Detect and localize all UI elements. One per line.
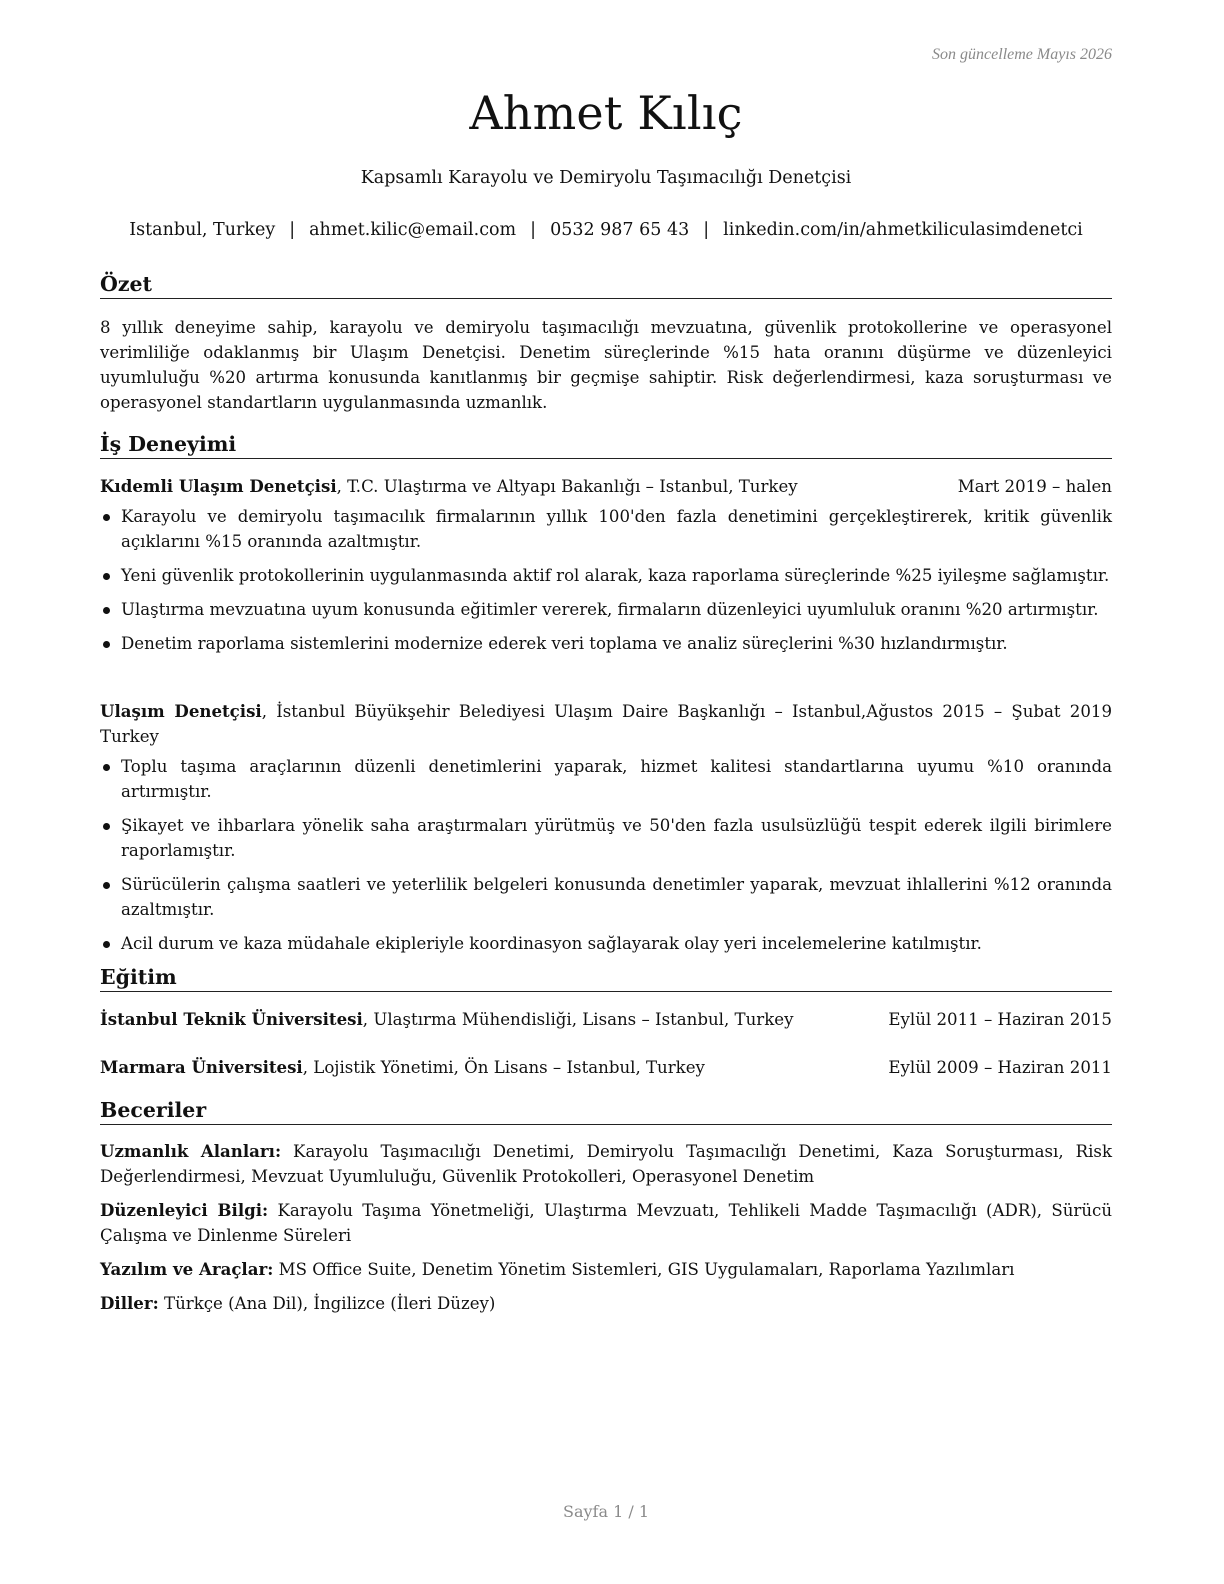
contact-separator: | [289,220,296,240]
education-item [100,1007,1112,1032]
education-detail: , Lojistik Yönetimi, Ön Lisans – Istanbul, Turkey [302,1058,705,1077]
education-detail: , Ulaştırma Mühendisliği, Lisans – Istanbul, Turkey [362,1010,794,1029]
job-role: Ulaşım Denetçisi [100,701,262,721]
job-header-continued: Turkey [100,727,159,746]
list-item: Sürücülerin çalışma saatleri ve yeterlilik belgeleri konusunda denetimler yaparak, mevzuat ihlallerini %12 oranında azaltmıştır. [100,872,1112,922]
summary-text: 8 yıllık deneyime sahip, karayolu ve demiryolu taşımacılığı mevzuatına, güvenlik protokollerine ve operasyonel verimliliğe odaklanmış bir Ulaşım Denetçisi. Denetim süreçlerinde %15 hata oranını düşürme ve düzenleyici uyumluluğu %20 artırma konusunda kanıtlanmış bir geçmişe sahiptir. Risk değerlendirmesi, kaza soruşturması ve operasyonel standartların uygulanmasında uzmanlık. [100,318,1112,412]
section-title-experience: İş Deneyimi [100,430,1112,459]
job-header [100,699,1112,724]
skill-value: MS Office Suite, Denetim Yönetim Sistemleri, GIS Uygulamaları, Raporlama Yazılımları [273,1260,1015,1279]
list-item: Ulaştırma mevzuatına uyum konusunda eğitimler vererek, firmaların düzenleyici uyumluluk oranını %20 artırmıştır. [100,597,1112,622]
resume-page [100,0,1112,1584]
tagline: Kapsamlı Karayolu ve Demiryolu Taşımacılığı Denetçisi [360,168,852,188]
contact-line [100,220,1112,240]
list-item: Denetim raporlama sistemlerini modernize ederek veri toplama ve analiz süreçlerini %30 hızlandırmıştır. [100,631,1112,656]
section-title-skills: Beceriler [100,1096,1112,1125]
person-name: Ahmet Kılıç [469,86,743,140]
job-header [100,474,1112,499]
contact-phone: 0532 987 65 43 [550,220,690,240]
section-title-education: Eğitim [100,963,1112,992]
list-item: Karayolu ve demiryolu taşımacılık firmalarının yıllık 100'den fazla denetimini gerçekleştirerek, kritik güvenlik açıklarını %15 oranında azaltmıştır. [100,504,1112,554]
job-organization: , İstanbul Büyükşehir Belediyesi Ulaşım Daire Başkanlığı – Istanbul, [261,702,867,721]
skill-label: Düzenleyici Bilgi: [100,1200,269,1220]
education-school: Marmara Üniversitesi [100,1057,303,1077]
skill-row [100,1139,1112,1189]
skill-row [100,1291,1112,1316]
education-date: Eylül 2009 – Haziran 2011 [888,1058,1112,1077]
page-number: Sayfa 1 / 1 [562,1502,649,1521]
job-bullets [100,754,1112,965]
skill-row [100,1198,1112,1248]
skill-value: Karayolu Taşıma Yönetmeliği, Ulaştırma Mevzuatı, Tehlikeli Madde Taşımacılığı (ADR), Sürücü Çalışma ve Dinlenme Süreleri [100,1201,1113,1245]
job-date: Ağustos 2015 – Şubat 2019 [866,702,1113,721]
skill-row [100,1257,1112,1282]
list-item: Şikayet ve ihbarlara yönelik saha araştırmaları yürütmüş ve 50'den fazla usulsüzlüğü tespit ederek ilgili birimlere raporlamıştır. [100,813,1112,863]
skill-label: Diller: [100,1293,159,1313]
skill-value: Karayolu Taşımacılığı Denetimi, Demiryolu Taşımacılığı Denetimi, Kaza Soruşturması, Risk Değerlendirmesi, Mevzuat Uyumluluğu, Güvenlik Protokolleri, Operasyonel Denetim [100,1142,1112,1186]
education-school: İstanbul Teknik Üniversitesi [100,1009,363,1029]
list-item: Acil durum ve kaza müdahale ekipleriyle koordinasyon sağlayarak olay yeri incelemelerine katılmıştır. [100,931,1112,956]
section-title-summary: Özet [100,270,1112,299]
contact-email[interactable]: ahmet.kilic@email.com [309,220,517,240]
skill-label: Uzmanlık Alanları: [100,1141,282,1161]
job-bullets [100,504,1112,665]
job-organization: , T.C. Ulaştırma ve Altyapı Bakanlığı – Istanbul, Turkey [336,477,798,496]
skill-value: Türkçe (Ana Dil), İngilizce (İleri Düzey) [158,1294,496,1313]
education-date: Eylül 2011 – Haziran 2015 [888,1010,1112,1029]
list-item: Toplu taşıma araçlarının düzenli denetimlerini yaparak, hizmet kalitesi standartlarına uyumu %10 oranında artırmıştır. [100,754,1112,804]
skill-label: Yazılım ve Araçlar: [100,1259,274,1279]
contact-separator: | [530,220,537,240]
contact-location: Istanbul, Turkey [129,220,276,240]
contact-linkedin[interactable]: linkedin.com/in/ahmetkiliculasimdenetci [723,220,1083,240]
last-updated: Son güncelleme Mayıs 2026 [932,46,1112,63]
job-date: Mart 2019 – halen [957,477,1112,496]
list-item: Yeni güvenlik protokollerinin uygulanmasında aktif rol alarak, kaza raporlama süreçlerinde %25 iyileşme sağlamıştır. [100,563,1112,588]
job-role: Kıdemli Ulaşım Denetçisi [100,476,337,496]
contact-separator: | [703,220,710,240]
education-item [100,1055,1112,1080]
